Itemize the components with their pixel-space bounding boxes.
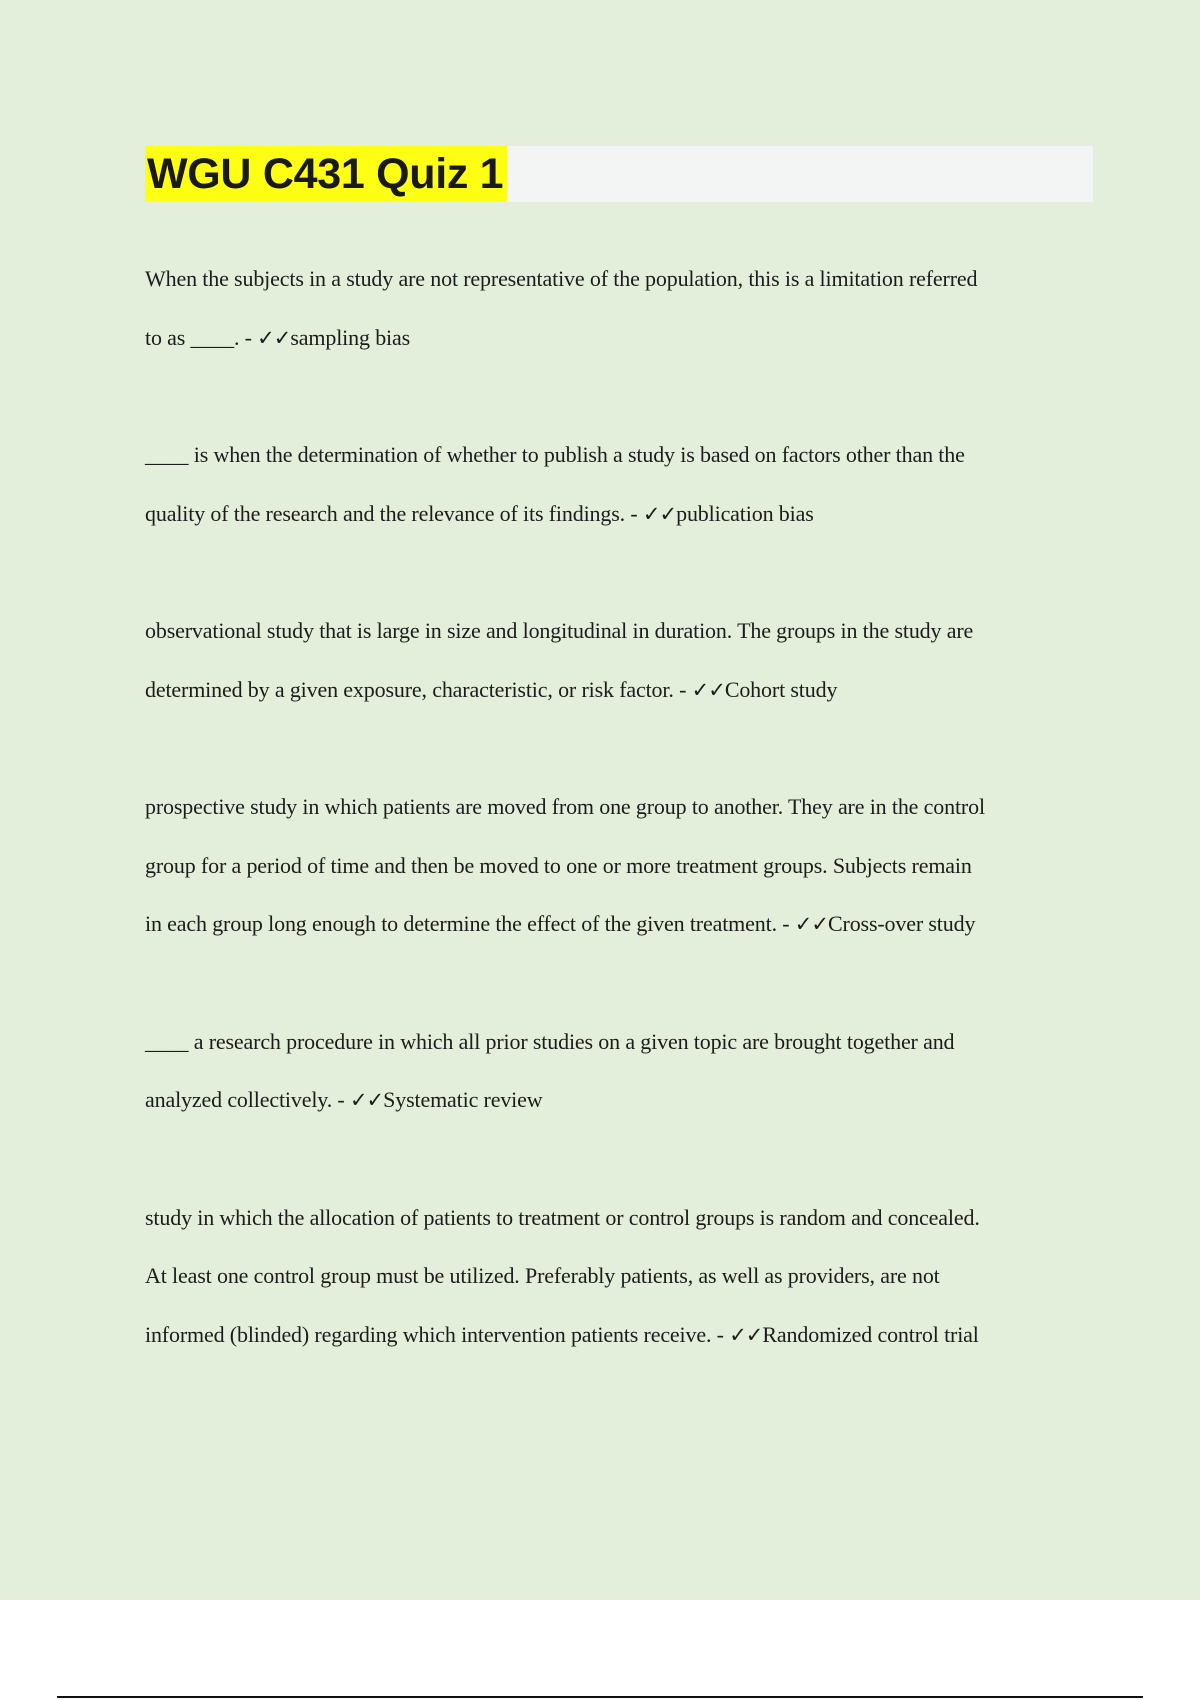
answer-text: Systematic review [383, 1087, 543, 1112]
answer-text: sampling bias [290, 324, 411, 350]
page-title: WGU C431 Quiz 1 [145, 146, 507, 202]
qa-item-3 [145, 602, 1095, 719]
question-line: analyzed collectively. - [145, 1087, 350, 1112]
qa-item-5 [145, 1013, 1095, 1130]
answer-text: Cohort study [724, 676, 838, 702]
question-last-line [145, 1306, 1095, 1365]
question-last-line [145, 895, 1095, 954]
double-check-icon: ✓✓ [794, 912, 828, 936]
qa-item-4 [145, 778, 1095, 954]
double-check-icon: ✓✓ [642, 501, 677, 526]
answer-text: Cross-over study [828, 911, 976, 936]
question-line: At least one control group must be utilized. Preferably patients, as well as providers, are not [145, 1263, 940, 1288]
footer-divider [57, 1696, 1143, 1698]
question-line: When the subjects in a study are not representative of the population, this is a limitation referred [145, 266, 978, 291]
question-line: to as ____. - [145, 324, 258, 350]
qa-list [145, 250, 1095, 1423]
question-line: study in which the allocation of patients to treatment or control groups is random and concealed. [145, 1204, 980, 1230]
qa-item-2 [145, 426, 1095, 543]
question-line: prospective study in which patients are moved from one group to another. They are in the control [145, 794, 985, 819]
question-line: observational study that is large in size and longitudinal in duration. The groups in the study are [145, 618, 974, 643]
question-line: in each group long enough to determine the effect of the given treatment. - [145, 911, 795, 936]
question-line: ____ is when the determination of whether to publish a study is based on factors other than the [145, 442, 965, 467]
answer-text: Randomized control trial [762, 1321, 979, 1347]
question-line: group for a period of time and then be moved to one or more treatment groups. Subjects remain [145, 852, 972, 878]
question-last-line [145, 661, 1095, 720]
question-line: determined by a given exposure, characteristic, or risk factor. - [145, 676, 692, 702]
qa-item-1 [145, 250, 1095, 367]
qa-item-6 [145, 1189, 1095, 1365]
answer-text: publication bias [676, 500, 814, 526]
question-last-line [145, 1071, 1095, 1130]
question-line: ____ a research procedure in which all prior studies on a given topic are brought together and [145, 1028, 955, 1054]
question-last-line [145, 485, 1095, 544]
double-check-icon: ✓✓ [729, 1322, 763, 1347]
double-check-icon: ✓✓ [257, 325, 291, 350]
double-check-icon: ✓✓ [691, 677, 725, 702]
double-check-icon: ✓✓ [349, 1088, 384, 1112]
question-line: quality of the research and the relevance of its findings. - [145, 500, 643, 526]
question-last-line [145, 309, 1095, 368]
question-line: informed (blinded) regarding which intervention patients receive. - [145, 1321, 730, 1347]
